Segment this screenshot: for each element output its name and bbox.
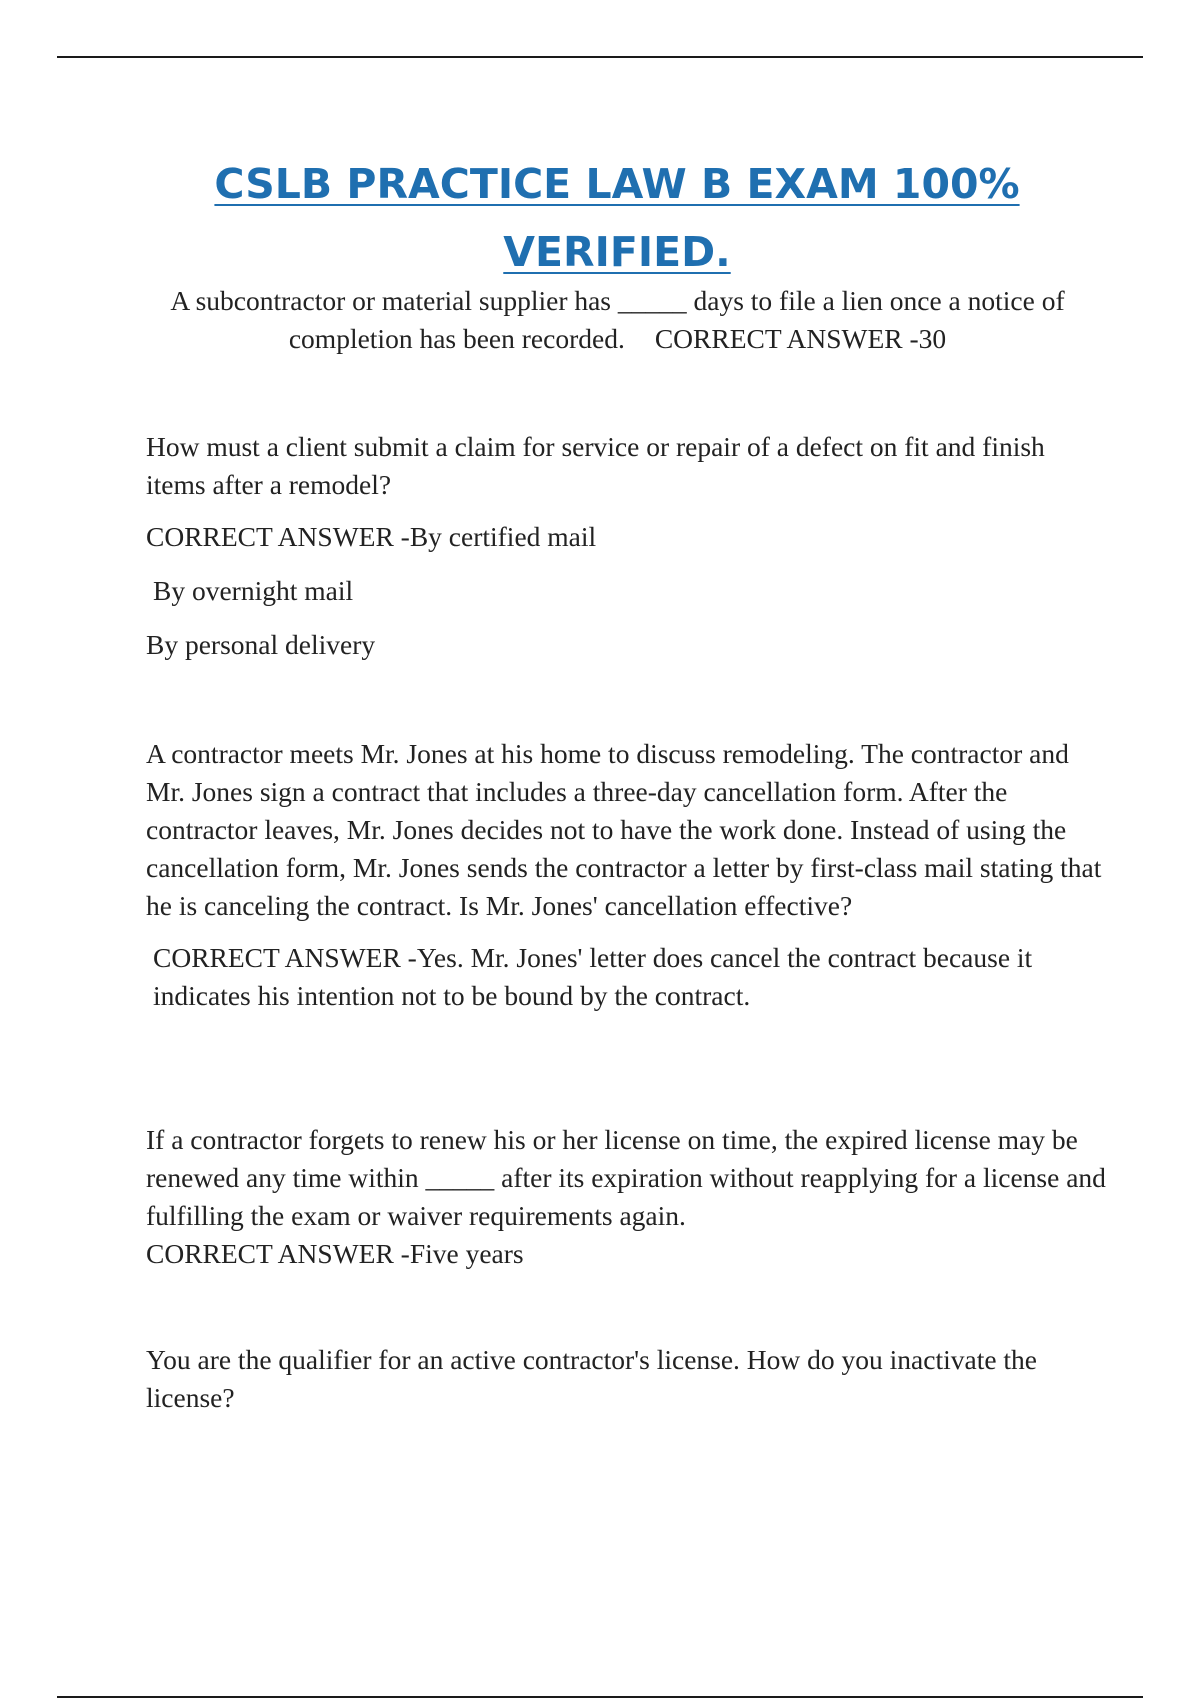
question-3	[146, 735, 1106, 1015]
question-2-option-2: By personal delivery	[146, 629, 376, 660]
question-2-text: How must a client submit a claim for service or repair of a defect on fit and finish items after a remodel?	[146, 431, 1045, 500]
title-line-2: VERIFIED.	[503, 228, 731, 276]
question-2	[146, 428, 1106, 664]
question-4-answer: CORRECT ANSWER -Five years	[146, 1238, 524, 1269]
question-3-text: A contractor meets Mr. Jones at his home to discuss remodeling. The contractor and Mr. Jones sign a contract that includes a three-day cancellation form. After the contractor leaves, Mr. Jones decides not to have the work done. Instead of using the cancellation form, Mr. Jones sends the contractor a letter by first-class mail stating that he is canceling the contract. Is Mr. Jones' cancellation effective?	[146, 738, 1102, 921]
question-5-text: You are the qualifier for an active contractor's license. How do you inactivate the license?	[146, 1344, 1038, 1413]
question-4-text: If a contractor forgets to renew his or her license on time, the expired license may be renewed any time within _____ after its expiration without reapplying for a license and fulfilling the exam or waiver requirements again.	[146, 1124, 1106, 1231]
question-2-option-1: By overnight mail	[153, 575, 354, 606]
question-4	[146, 1121, 1106, 1273]
bottom-rule	[57, 1696, 1143, 1698]
question-1-answer: CORRECT ANSWER -30	[654, 323, 947, 354]
question-2-answer: CORRECT ANSWER -By certified mail	[146, 521, 597, 552]
question-1-text: A subcontractor or material supplier has _____ days to file a lien once a notice of completion has been recorded.	[170, 285, 1065, 354]
question-5	[146, 1341, 1106, 1417]
question-1	[120, 282, 1115, 358]
document-title	[0, 150, 1200, 286]
top-rule	[57, 56, 1143, 58]
title-line-1: CSLB PRACTICE LAW B EXAM 100%	[214, 160, 1020, 208]
question-3-answer: CORRECT ANSWER -Yes. Mr. Jones' letter does cancel the contract because it indicates his intention not to be bound by the contract.	[153, 942, 1033, 1011]
